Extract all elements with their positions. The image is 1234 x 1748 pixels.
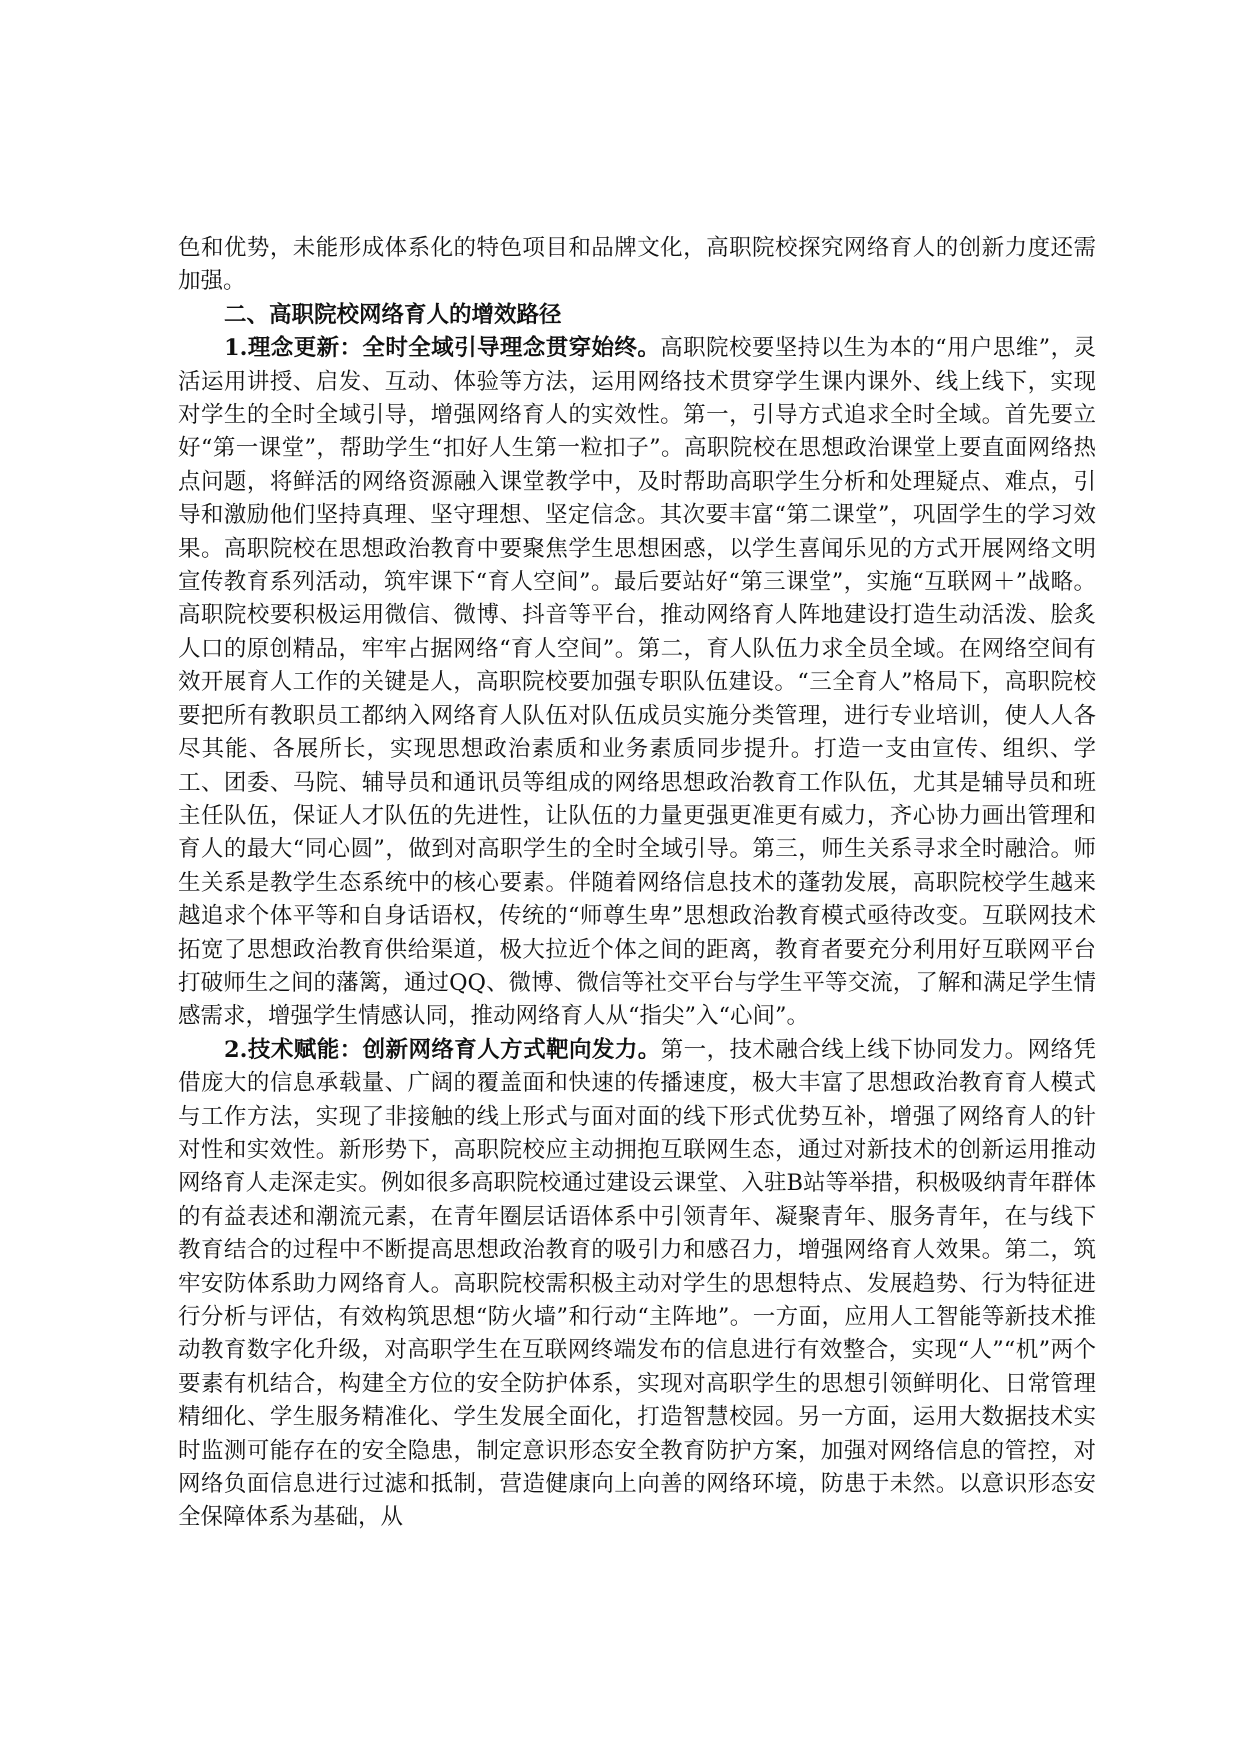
continuation-paragraph: 色和优势，未能形成体系化的特色项目和品牌文化，高职院校探究网络育人的创新力度还需加强。 [178,235,1096,295]
point-2-lead: 2.技术赋能：创新网络育人方式靶向发力。 [224,1036,661,1063]
point-1-body: 高职院校要坚持以生为本的“用户思维”，灵活运用讲授、启发、互动、体验等方法，运用网络技术贯穿学生课内课外、线上线下，实现对学生的全时全域引导，增强网络育人的实效性。第一，引导方式追求全时全域。首先要立好“第一课堂”，帮助学生“扣好人生第一粒扣子”。高职院校在思想政治课堂上要直面网络热点问题，将鲜活的网络资源融入课堂教学中，及时帮助高职学生分析和处理疑点、难点，引导和激励他们坚持真理、坚守理想、坚定信念。其次要丰富“第二课堂”，巩固学生的学习效果。高职院校在思想政治教育中要聚焦学生思想困惑，以学生喜闻乐见的方式开展网络文明宣传教育系列活动，筑牢课下“育人空间”。最后要站好“第三课堂”，实施“互联网＋”战略。高职院校要积极运用微信、微博、抖音等平台，推动网络育人阵地建设打造生动活泼、脍炙人口的原创精品，牢牢占据网络“育人空间”。第二，育人队伍力求全员全域。在网络空间有效开展育人工作的关键是人，高职院校要加强专职队伍建设。“三全育人”格局下，高职院校要把所有教职员工都纳入网络育人队伍对队伍成员实施分类管理，进行专业培训，使人人各尽其能、各展所长，实现思想政治素质和业务素质同步提升。打造一支由宣传、组织、学工、团委、马院、辅导员和通讯员等组成的网络思想政治教育工作队伍，尤其是辅导员和班主任队伍，保证人才队伍的先进性，让队伍的力量更强更准更有威力，齐心协力画出管理和育人的最大“同心圆”，做到对高职学生的全时全域引导。第三，师生关系寻求全时融洽。师生关系是教学生态系统中的核心要素。伴随着网络信息技术的蓬勃发展，高职院校学生越来越追求个体平等和自身话语权，传统的“师尊生卑”思想政治教育模式亟待改变。互联网技术拓宽了思想政治教育供给渠道，极大拉近个体之间的距离，教育者要充分利用好互联网平台打破师生之间的藩篱，通过QQ、微博、微信等社交平台与学生平等交流，了解和满足学生情感需求，增强学生情感认同，推动网络育人从“指尖”入“心间”。 [178,335,1096,1030]
point-2-paragraph [178,1034,1096,1535]
section-heading: 二、高职院校网络育人的增效路径 [224,301,562,328]
point-1-paragraph [178,332,1096,1034]
point-2-body: 第一，技术融合线上线下协同发力。网络凭借庞大的信息承载量、广阔的覆盖面和快速的传播速度，极大丰富了思想政治教育育人模式与工作方法，实现了非接触的线上形式与面对面的线下形式优势互补，增强了网络育人的针对性和实效性。新形势下，高职院校应主动拥抱互联网生态，通过对新技术的创新运用推动网络育人走深走实。例如很多高职院校通过建设云课堂、入驻B站等举措，积极吸纳青年群体的有益表述和潮流元素，在青年圈层话语体系中引领青年、凝聚青年、服务青年，在与线下教育结合的过程中不断提高思想政治教育的吸引力和感召力，增强网络育人效果。第二，筑牢安防体系助力网络育人。高职院校需积极主动对学生的思想特点、发展趋势、行为特征进行分析与评估，有效构筑思想“防火墙”和行动“主阵地”。一方面，应用人工智能等新技术推动教育数字化升级，对高职学生在互联网终端发布的信息进行有效整合，实现“人”“机”两个要素有机结合，构建全方位的安全防护体系，实现对高职学生的思想引领鲜明化、日常管理精细化、学生服务精准化、学生发展全面化，打造智慧校园。另一方面，运用大数据技术实时监测可能存在的安全隐患，制定意识形态安全教育防护方案，加强对网络信息的管控，对网络负面信息进行过滤和抵制，营造健康向上向善的网络环境，防患于未然。以意识形态安全保障体系为基础，从 [178,1036,1096,1531]
document-page [178,232,1096,1535]
point-1-lead: 1.理念更新：全时全域引导理念贯穿始终。 [224,335,661,362]
